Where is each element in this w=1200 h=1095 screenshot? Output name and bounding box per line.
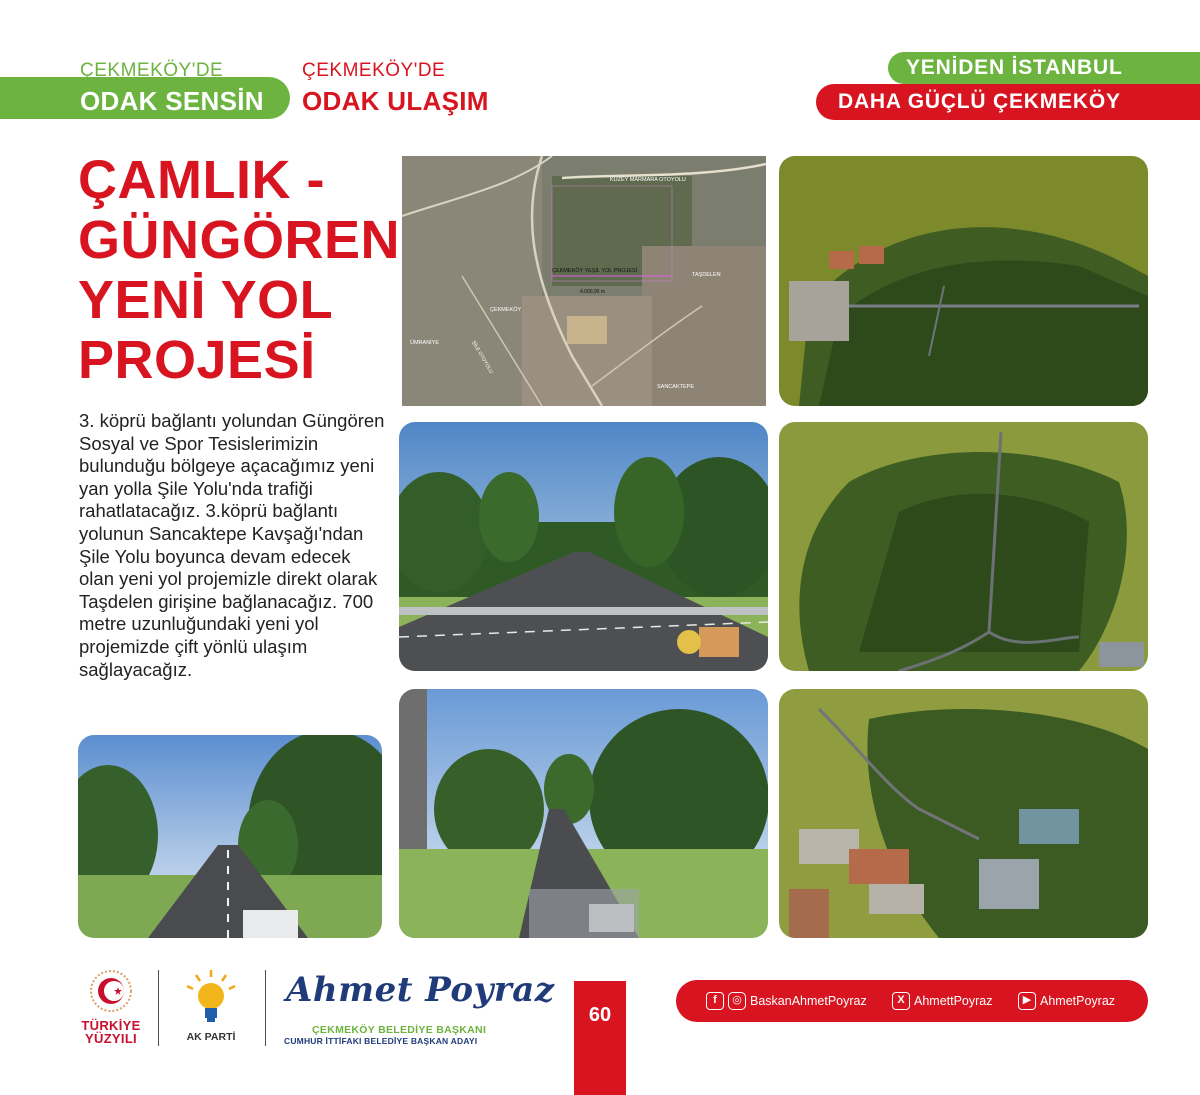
- title-line: YENİ YOL: [78, 270, 334, 330]
- lightbulb-icon: [182, 968, 240, 1026]
- header-left-top: ÇEKMEKÖY'DE: [80, 60, 224, 81]
- street-render-1: [399, 422, 768, 671]
- header-left-bottom: ODAK SENSİN: [80, 86, 264, 116]
- turkiye-line2: YÜZYILI: [85, 1031, 137, 1046]
- ak-parti-text: AK PARTİ: [186, 1031, 236, 1043]
- title-line: PROJESİ: [78, 330, 316, 390]
- header-mid-bottom: ODAK ULAŞIM: [302, 86, 489, 116]
- header-right-bottom: DAHA GÜÇLÜ ÇEKMEKÖY: [816, 84, 1200, 120]
- divider: [158, 970, 159, 1046]
- signature-title: ÇEKMEKÖY BELEDİYE BAŞKANI: [312, 1024, 487, 1036]
- signature: Ahmet Poyraz: [286, 970, 555, 1010]
- aerial-forest-render-1: [779, 156, 1148, 406]
- turkiye-line1: TÜRKİYE: [81, 1018, 141, 1033]
- map-label-cekmekoy: ÇEKMEKÖY: [490, 307, 522, 313]
- map-label-tasdelen: TAŞDELEN: [692, 272, 721, 278]
- social-facebook-instagram[interactable]: [706, 990, 867, 1012]
- map-label-otoyol: KUZEY MARMARA OTOYOLU: [610, 177, 686, 183]
- aerial-forest-render-2: [779, 422, 1148, 671]
- page-title: [78, 150, 401, 390]
- satellite-map-image: [402, 156, 766, 406]
- instagram-icon: ◎: [728, 992, 746, 1010]
- map-label-umraniye: ÜMRANİYE: [410, 340, 440, 346]
- street-render-2: [78, 735, 382, 938]
- social-handle-youtube: AhmetPoyraz: [1040, 994, 1116, 1008]
- page-number-tab: [574, 981, 626, 1095]
- divider: [265, 970, 266, 1046]
- facebook-icon: f: [706, 992, 724, 1010]
- social-x[interactable]: [892, 990, 993, 1012]
- map-label-project: ÇEKMEKÖY YEŞİL YOL PROJESİ: [552, 268, 638, 274]
- social-media-bar: [676, 980, 1148, 1022]
- page-number: 60: [588, 1004, 612, 1026]
- map-label-sancaktepe: SANCAKTEPE: [657, 384, 694, 390]
- body-paragraph: 3. köprü bağlantı yolundan Güngören Sosyal ve Spor Tesislerimizin bulunduğu bölgeye açacağımız yeni yan yolla Şile Yolu'nda trafiği rahatlatacağız. 3.köprü bağlantı yolunun Sancaktepe Kavşağı'ndan Şile Yolu boyunca devam edecek olan yeni yol projemizle direkt olarak Taşdelen girişine bağlanacağız. 700 metre uzunluğundaki yeni yol projemizde çift yönlü ulaşım sağlayacağız.: [79, 410, 385, 680]
- social-youtube[interactable]: [1018, 990, 1115, 1012]
- map-label-sile: ŞİLE OTOYOLU: [470, 340, 494, 375]
- title-line: GÜNGÖREN: [78, 210, 401, 270]
- youtube-icon: ▶: [1018, 992, 1036, 1010]
- map-label-length: 4.000,00 m: [580, 289, 606, 295]
- title-line: ÇAMLIK -: [78, 150, 325, 210]
- social-handle-x: AhmettPoyraz: [914, 994, 993, 1008]
- aerial-buildings-render: [779, 689, 1148, 938]
- header-right-top: YENİDEN İSTANBUL: [888, 52, 1200, 84]
- crescent-star-icon: [88, 968, 134, 1014]
- header-mid-top: ÇEKMEKÖY'DE: [302, 60, 446, 81]
- social-handle-fb-ig: BaskanAhmetPoyraz: [750, 994, 867, 1008]
- ak-parti-logo: [176, 968, 246, 1048]
- signature-subtitle: CUMHUR İTTİFAKI BELEDİYE BAŞKAN ADAYI: [284, 1036, 478, 1046]
- x-icon: X: [892, 992, 910, 1010]
- turkiye-yuzyili-logo: [78, 968, 144, 1048]
- street-render-3: [399, 689, 768, 938]
